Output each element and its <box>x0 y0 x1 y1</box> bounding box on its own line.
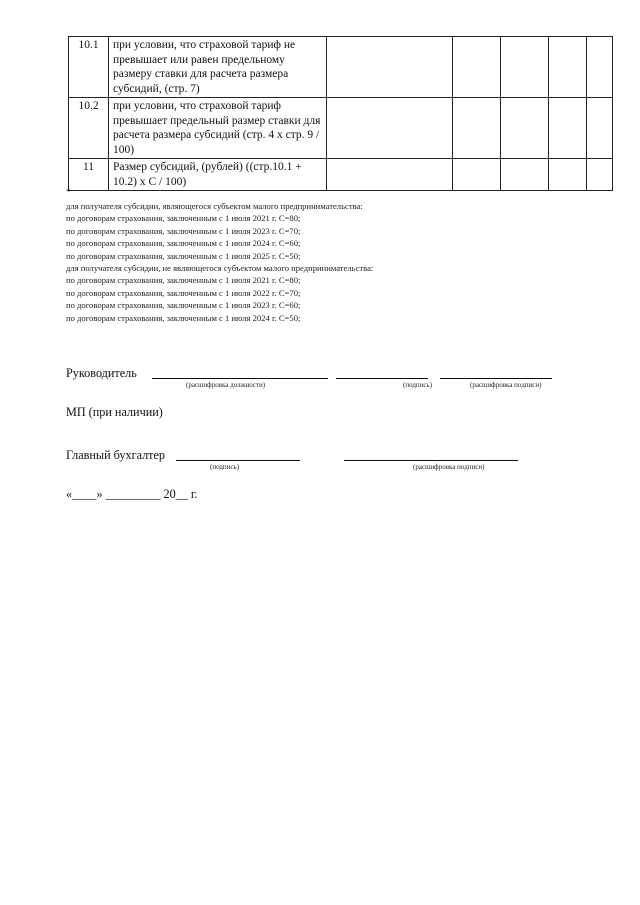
head-name-caption: (расшифровка подписи) <box>470 381 542 389</box>
table-cell <box>549 159 587 191</box>
table-cell <box>587 98 613 159</box>
table-cell <box>587 37 613 98</box>
table-cell <box>501 98 549 159</box>
footnote-line: по договорам страхования, заключенным с 1 июля 2023 г. С=70; <box>66 225 301 236</box>
accountant-name-line <box>344 460 518 461</box>
accountant-sign-caption: (подпись) <box>210 463 240 471</box>
row-number: 11 <box>69 159 109 191</box>
head-label: Руководитель <box>66 366 137 380</box>
table-cell <box>549 98 587 159</box>
table-row <box>69 98 613 159</box>
date-line: «____» _________ 20__ г. <box>66 487 198 501</box>
head-signature-line <box>336 378 428 379</box>
footnote-block <box>66 188 586 324</box>
row-description: Размер субсидий, (рублей) ((стр.10.1 + 10.2) х С / 100) <box>109 159 327 191</box>
footnote-line: по договорам страхования, заключенным с 1 июля 2023 г. С=60; <box>66 300 301 311</box>
table-cell <box>327 98 453 159</box>
accountant-signature-line <box>176 460 300 461</box>
table-cell <box>587 159 613 191</box>
footnote-line: для получателя субсидии, не являющегося субъектом малого предпринимательства: <box>66 263 374 274</box>
row-number: 10.2 <box>69 98 109 159</box>
footnote-line: по договорам страхования, заключенным с 1 июля 2021 г. С=80; <box>66 275 301 286</box>
table-cell <box>453 159 501 191</box>
table-cell <box>453 98 501 159</box>
head-name-line <box>440 378 552 379</box>
footnote-line: по договорам страхования, заключенным с 1 июля 2024 г. С=50; <box>66 312 301 323</box>
accountant-name-caption: (расшифровка подписи) <box>413 463 485 471</box>
footnote-line: по договорам страхования, заключенным с 1 июля 2024 г. С=60; <box>66 238 301 249</box>
footnote-line: для получателя субсидии, являющегося субъектом малого предпринимательства: <box>66 201 363 211</box>
table-cell <box>327 37 453 98</box>
row-description: при условии, что страховой тариф превышает предельный размер ставки для расчета размера субсидий (стр. 4 х стр. 9 / 100) <box>109 98 327 159</box>
table-cell <box>501 159 549 191</box>
head-position-line <box>152 378 328 379</box>
table-row <box>69 159 613 191</box>
footnote-line: по договорам страхования, заключенным с 1 июля 2025 г. С=50; <box>66 250 301 261</box>
row-number: 10.1 <box>69 37 109 98</box>
table-cell <box>549 37 587 98</box>
row-description: при условии, что страховой тариф не превышает или равен предельному размеру ставки для расчета размера субсидий, (стр. 7) <box>109 37 327 98</box>
data-table <box>68 36 613 191</box>
head-position-caption: (расшифровка должности) <box>186 381 266 389</box>
footnote-asterisk: * <box>66 187 71 197</box>
stamp-label: МП (при наличии) <box>66 405 163 419</box>
accountant-label: Главный бухгалтер <box>66 448 166 462</box>
table-row <box>69 37 613 98</box>
table-cell <box>453 37 501 98</box>
footnote-line: по договорам страхования, заключенным с 1 июля 2022 г. С=70; <box>66 287 301 298</box>
footnote-line: по договорам страхования, заключенным с 1 июля 2021 г. С=80; <box>66 213 301 224</box>
head-sign-caption: (подпись) <box>403 381 433 389</box>
table-cell <box>501 37 549 98</box>
table-cell <box>327 159 453 191</box>
